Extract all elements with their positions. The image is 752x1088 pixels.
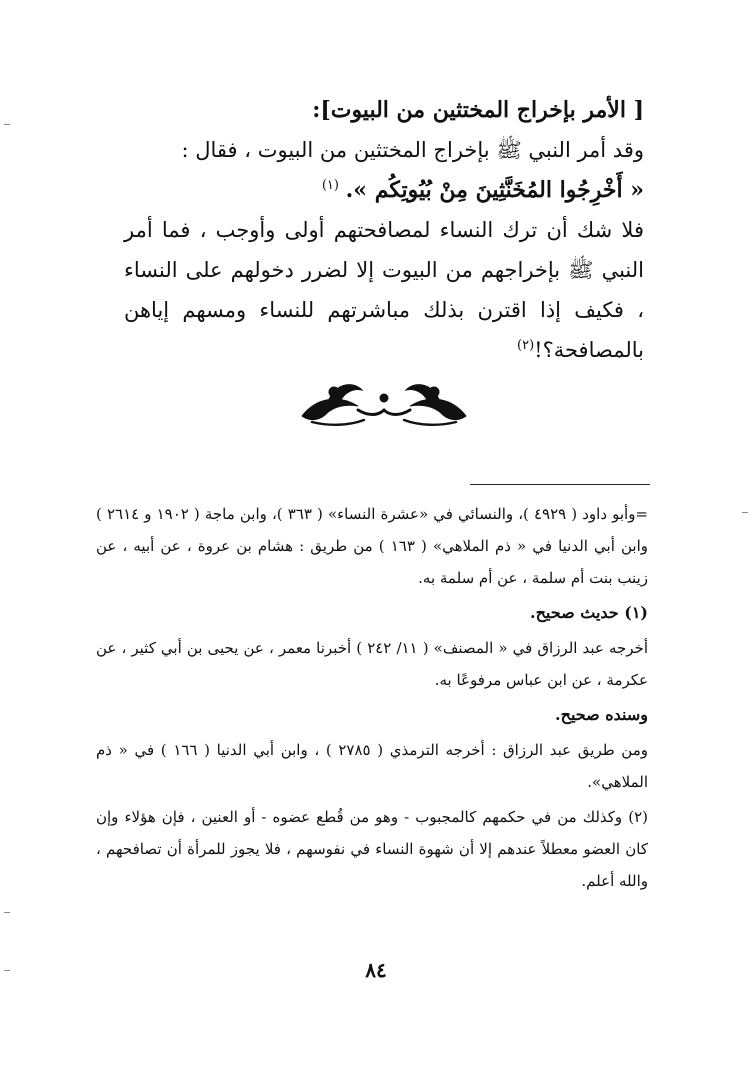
salawat-symbol-2: ﷺ xyxy=(568,258,594,282)
margin-tick xyxy=(742,512,748,513)
margin-tick xyxy=(4,124,10,125)
body-paragraph xyxy=(124,210,644,370)
footnote-1-label: (١) حديث صحيح. xyxy=(530,603,648,622)
paragraph-after: بإخراجهم من البيوت إلا لضرر دخولهم على النساء ، فكيف إذا اقترن بذلك مباشرتهم للنساء ومسهم إياهن بالمصافحة؟! xyxy=(124,258,644,362)
intro-before: وقد أمر النبي xyxy=(521,138,644,162)
intro-after: بإخراج المختثين من البيوت ، فقال : xyxy=(181,138,497,162)
footnote-1-grade: وسنده صحيح. xyxy=(555,705,648,724)
footnote-2: (٢) وكذلك من في حكمهم كالمجبوب - وهو من قُطع عضوه - أو العنين ، فإن هؤلاء وإن كان العضو معطلاً عندهم إلا أن شهوة النساء في نفوسهم ، فلا يجوز للمرأة أن تصافحهم ، والله أعلم. xyxy=(96,808,649,890)
margin-tick xyxy=(4,970,10,971)
main-text xyxy=(124,90,644,370)
footnote-marker-1: (١) xyxy=(321,178,339,193)
floral-ornament-icon xyxy=(298,376,470,428)
section-heading: [ الأمر بإخراج المختثين من البيوت]: xyxy=(312,97,644,123)
hadith-line xyxy=(124,170,644,210)
footnote-1-more: ومن طريق عبد الرزاق : أخرجه الترمذي ( ٢٧٨٥ ) ، وابن أبي الدنيا ( ١٦٦ ) في « ذم الملاهي». xyxy=(96,741,649,791)
footnote-separator xyxy=(470,484,650,485)
page-number: ٨٤ xyxy=(365,958,387,982)
intro-line xyxy=(124,130,644,170)
hadith-text: « أَخْرِجُوا المُخَنَّثِينَ مِنْ بُيُوتِكُم ». xyxy=(345,177,644,203)
salawat-symbol-1: ﷺ xyxy=(496,138,522,162)
footnote-marker-2: (٢) xyxy=(517,338,535,353)
footnotes xyxy=(96,498,648,900)
footnote-1-text: أخرجه عبد الرزاق في « المصنف» ( ١١/ ٢٤٢ ) أخبرنا معمر ، عن يحيى بن أبي كثير ، عن عكرمة ، عن ابن عباس مرفوعًا به. xyxy=(96,639,648,689)
margin-tick xyxy=(4,912,10,913)
paragraph-before: فلا شك أن ترك النساء لمصافحتهم أولى وأوجب ، فما أمر النبي xyxy=(124,218,644,282)
footnote-continuation: =وأبو داود ( ٤٩٢٩ )، والنسائي في «عشرة النساء» ( ٣٦٣ )، وابن ماجة ( ١٩٠٢ و ٢٦١٤ ) وابن أبي الدنيا في « ذم الملاهي» ( ١٦٣ ) من طريق : هشام بن عروة ، عن أبيه ، عن زينب بنت أم سلمة ، عن أم سلمة به. xyxy=(96,505,649,587)
